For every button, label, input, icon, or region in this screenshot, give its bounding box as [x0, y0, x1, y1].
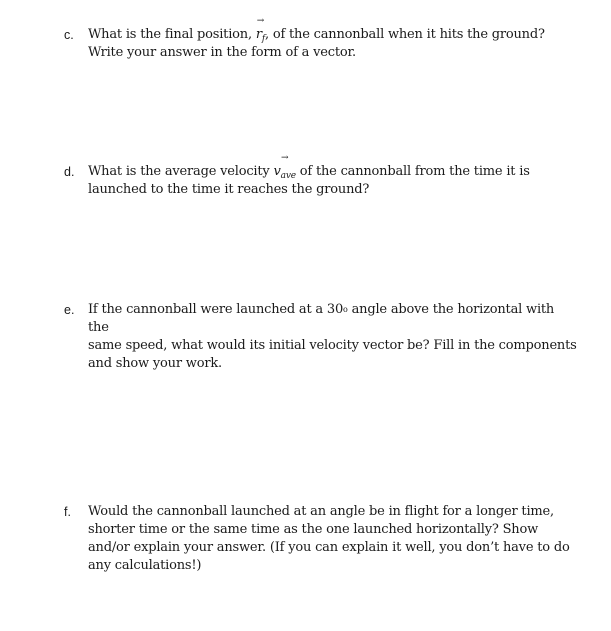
- vector-arrow-icon: →: [256, 16, 265, 26]
- question-text: [88, 503, 578, 575]
- question-text-after: of the cannonball from the time it is: [299, 164, 530, 179]
- question-text: [88, 153, 578, 199]
- degree-mark: o: [343, 305, 348, 314]
- question-letter: c.: [64, 28, 74, 42]
- question-line: and/or explain your answer. (If you can explain it well, you don’t have to do: [88, 540, 570, 555]
- question-text: [88, 301, 578, 373]
- question-letter: d.: [64, 165, 75, 179]
- question-line: Would the cannonball launched at an angle be in flight for a longer time,: [88, 504, 554, 519]
- question-letter: f.: [64, 505, 71, 519]
- question-text-before: What is the average velocity: [88, 164, 270, 179]
- vector-arrow-icon: →: [281, 153, 289, 163]
- question-line: [88, 153, 578, 181]
- average-velocity-symbol: → $v_{ave}$: [273, 153, 296, 181]
- question-line: shorter time or the same time as the one launched horizontally? Show: [88, 522, 539, 537]
- question-line: Write your answer in the form of a vector.: [88, 45, 356, 60]
- question-line: any calculations!): [88, 558, 202, 573]
- question-text-after: angle above the horizontal with the: [88, 302, 555, 335]
- question-line: [88, 301, 578, 337]
- question-line: same speed, what would its initial velocity vector be? Fill in the components: [88, 338, 577, 353]
- final-position-symbol: → $r_f$: [255, 16, 265, 44]
- question-line: [88, 16, 578, 44]
- question-text: [88, 16, 578, 62]
- question-line: launched to the time it reaches the ground?: [88, 182, 370, 197]
- question-line: and show your work.: [88, 356, 222, 371]
- question-text-before: What is the final position,: [88, 27, 252, 42]
- question-text-before: If the cannonball were launched at a 30: [88, 302, 344, 317]
- question-text-after: , of the cannonball when it hits the ground?: [265, 27, 545, 42]
- question-letter: e.: [64, 303, 75, 317]
